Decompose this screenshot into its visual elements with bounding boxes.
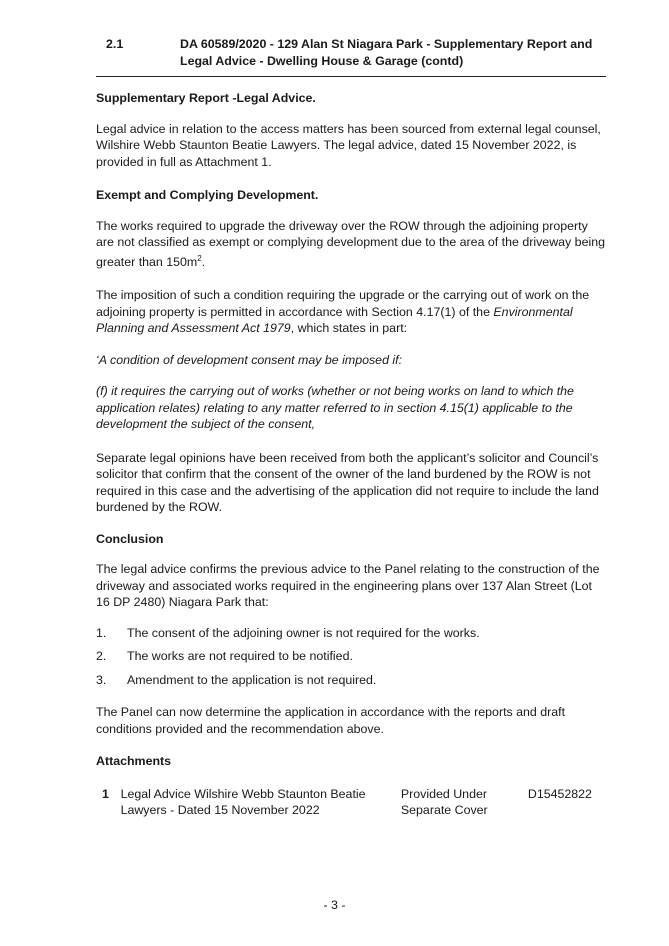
attachment-row[interactable] — [96, 786, 606, 819]
list-number: 3. — [96, 672, 107, 687]
item-number: 2.1 — [106, 37, 124, 51]
list-text: The works are not required to be notified. — [127, 649, 353, 664]
section-heading-exempt: Exempt and Complying Development. — [96, 188, 319, 202]
list-item — [96, 672, 606, 689]
list-text: Amendment to the application is not required. — [127, 672, 377, 687]
page-number: - 3 - — [323, 898, 346, 912]
conclusion-intro: The legal advice confirms the previous advice to the Panel relating to the construction of the driveway and associated works required in the engineering plans over 137 Alan Street (Lot 16 DP 2480) Niagara Park that: — [96, 562, 600, 610]
exempt-p1-end: . — [201, 254, 206, 269]
list-number: 1. — [96, 625, 107, 640]
attachment-status: Provided Under Separate Cover — [400, 786, 488, 818]
conclusion-closing: The Panel can now determine the application in accordance with the reports and draft conditions provided and the recommendation above. — [96, 705, 566, 736]
exempt-p2-end: , which states in part: — [290, 321, 408, 336]
section-heading-legal-advice: Supplementary Report -Legal Advice. — [96, 91, 316, 105]
exempt-paragraph-1 — [96, 218, 606, 271]
list-item — [96, 625, 606, 642]
conclusion-list — [96, 625, 606, 689]
attachment-number: 1 — [102, 786, 109, 801]
section-heading-conclusion: Conclusion — [96, 531, 164, 546]
list-item — [96, 648, 606, 665]
attachment-title[interactable]: Legal Advice Wilshire Webb Staunton Beatie Lawyers - Dated 15 November 2022 — [120, 786, 366, 818]
list-text: The consent of the adjoining owner is not required for the works. — [127, 625, 480, 640]
legal-advice-paragraph: Legal advice in relation to the access matters has been sourced from external legal counsel, Wilshire Webb Staunton Beatie Lawyers. The legal advice, dated 15 November 2022, is provided in full as Attachment 1. — [96, 121, 601, 169]
section-heading-attachments: Attachments — [96, 754, 172, 769]
page-header — [96, 36, 606, 77]
exempt-paragraph-2 — [96, 287, 606, 337]
act-name: Environmental Planning and Assessment Act 1979 — [96, 304, 573, 336]
report-body — [96, 90, 606, 819]
superscript: 2 — [197, 253, 202, 263]
attachment-reference: D15452822 — [527, 786, 592, 801]
list-number: 2. — [96, 649, 107, 664]
legal-opinions-paragraph: Separate legal opinions have been received from both the applicant’s solicitor and Council’s solicitor that confirm that the consent of the owner of the land burdened by the ROW is not required in this case and the advertising of the application did not require to include the land burdened by the ROW. — [96, 450, 599, 515]
quote-line-1: ‘A condition of development consent may be imposed if: — [96, 352, 403, 367]
quote-line-2: (f) it requires the carrying out of works (whether or not being works on land to which the application relates) relating to any matter referred to in section 4.15(1) applicable to the development the subject of the consent, — [96, 384, 574, 432]
report-title: DA 60589/2020 - 129 Alan St Niagara Park - Supplementary Report and Legal Advice - Dwelling House & Garage (contd) — [180, 37, 593, 68]
exempt-p1-text: The works required to upgrade the driveway over the ROW through the adjoining property are not classified as exempt or complying development due to the area of the driveway being greater than 150m — [96, 218, 605, 269]
exempt-p2-start: The imposition of such a condition requiring the upgrade or the carrying out of work on the adjoining property is permitted in accordance with Section 4.17(1) of the — [96, 288, 590, 319]
